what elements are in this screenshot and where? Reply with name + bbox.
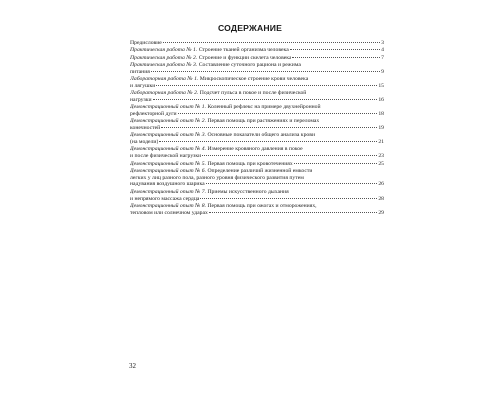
toc-entry-line bbox=[130, 97, 384, 104]
toc-entry bbox=[130, 90, 384, 104]
toc-page-number: 3 bbox=[381, 40, 384, 46]
toc-entry-text: Определение различий жизненной емкости bbox=[207, 167, 313, 174]
toc-entry-text: Строение и функции скелета человека bbox=[198, 54, 292, 61]
toc-entry-text: Строение тканей организма человека bbox=[198, 47, 289, 54]
toc-entry-text: рефлекторной дуги bbox=[130, 110, 177, 117]
toc-entry bbox=[130, 146, 384, 160]
toc-entry-text: Основные показатели общего анализа крови bbox=[207, 132, 315, 139]
toc-page-number: 23 bbox=[378, 153, 384, 160]
page-number: 32 bbox=[129, 362, 136, 370]
toc-entry-label: Лабораторная работа № 1. bbox=[130, 75, 199, 82]
toc-entry-line bbox=[130, 181, 384, 188]
toc-entry bbox=[130, 76, 384, 90]
dot-leader bbox=[156, 85, 377, 86]
toc-entry-text: питания bbox=[130, 68, 150, 75]
page-title: СОДЕРЖАНИЕ bbox=[217, 23, 283, 33]
toc-entry-label: Демонстрационный опыт № 5. bbox=[130, 160, 207, 167]
dot-leader bbox=[151, 71, 380, 72]
dot-leader bbox=[161, 127, 377, 128]
toc-entry-label: Практическая работа № 3. bbox=[130, 61, 198, 68]
toc-entry-line bbox=[130, 118, 384, 125]
toc-entry-line bbox=[130, 132, 384, 139]
toc-entry-label: Демонстрационный опыт № 8. bbox=[130, 202, 207, 209]
toc-entry bbox=[130, 40, 384, 47]
toc-entry-line bbox=[130, 139, 384, 146]
dot-leader bbox=[294, 163, 378, 164]
dot-leader bbox=[159, 141, 377, 142]
toc-page-number: 7 bbox=[381, 54, 384, 61]
toc-page-number: 21 bbox=[378, 139, 384, 146]
toc-entry bbox=[130, 47, 384, 54]
dot-leader bbox=[290, 49, 380, 50]
toc-entry bbox=[130, 203, 384, 217]
toc-entry-text: Измерение кровяного давления в покое bbox=[207, 146, 303, 153]
toc-entry bbox=[130, 104, 384, 118]
toc-entry-text: надувания воздушного шарика bbox=[130, 181, 205, 188]
dot-leader bbox=[153, 99, 378, 100]
toc-entry-text: Подсчет пульса в покое и после физической bbox=[199, 90, 307, 97]
toc-entry-label: Демонстрационный опыт № 4. bbox=[130, 146, 207, 153]
toc-entry-label: Практическая работа № 1. bbox=[130, 47, 198, 54]
toc-entry bbox=[130, 189, 384, 203]
toc-entry-text: нагрузки bbox=[130, 96, 152, 103]
toc-entry-text: и после физической нагрузки bbox=[130, 153, 202, 160]
toc-page-number: 19 bbox=[378, 125, 384, 132]
toc-entry-text: (на модели) bbox=[130, 139, 159, 146]
toc-entry-text: Составление суточного рациона и режима bbox=[198, 61, 301, 68]
dot-leader bbox=[209, 212, 377, 213]
toc-entry-text: Коленный рефлекс на примере двухнейронной bbox=[207, 104, 321, 111]
toc-entry-line bbox=[130, 189, 384, 196]
toc-entry-label: Демонстрационный опыт № 2. bbox=[130, 118, 207, 125]
toc-entry bbox=[130, 62, 384, 76]
toc-entry-line bbox=[130, 111, 384, 118]
toc-entry-label: Демонстрационный опыт № 7. bbox=[130, 188, 207, 195]
toc-entry bbox=[130, 168, 384, 188]
toc-entry-line bbox=[130, 210, 384, 217]
dot-leader bbox=[292, 57, 380, 58]
toc-entry-text: тепловом или солнечном ударах bbox=[130, 209, 208, 216]
toc-entry-line bbox=[130, 203, 384, 210]
toc-entry-text: конечностей bbox=[130, 125, 161, 132]
toc-page-number: 15 bbox=[378, 82, 384, 89]
toc-page-number: 9 bbox=[381, 68, 384, 75]
toc-entry bbox=[130, 118, 384, 132]
toc-entry-line bbox=[130, 69, 384, 76]
toc-entry-line bbox=[130, 40, 384, 47]
toc-entry-line bbox=[130, 62, 384, 69]
toc-entry-line bbox=[130, 125, 384, 132]
toc-entry-text: Первая помощь при ожогах и отморожениях, bbox=[207, 202, 317, 209]
toc-entry-text: Микроскопическое строение крови человека bbox=[199, 75, 309, 82]
toc-page-number: 26 bbox=[378, 181, 384, 188]
toc-entry-line bbox=[130, 76, 384, 83]
toc-entry-label: Лабораторная работа № 2. bbox=[130, 90, 199, 97]
toc-entry-label: Демонстрационный опыт № 1. bbox=[130, 104, 207, 111]
dot-leader bbox=[206, 183, 378, 184]
toc-entry-line bbox=[130, 153, 384, 160]
toc-entry-label: Практическая работа № 2. bbox=[130, 54, 198, 61]
toc-page-number: 16 bbox=[378, 96, 384, 103]
toc-page-number: 18 bbox=[378, 110, 384, 117]
toc-entry-text: и лягушки bbox=[130, 82, 156, 89]
dot-leader bbox=[178, 113, 378, 114]
toc-entry-line bbox=[130, 168, 384, 175]
toc-entry-line bbox=[130, 175, 384, 182]
dot-leader bbox=[200, 198, 377, 199]
toc-entry-text: и непрямого массажа сердца bbox=[130, 195, 200, 202]
toc-entry-text: Первая помощь при кровотечениях bbox=[207, 160, 293, 167]
toc-entry-text: легких у лиц разного пола, разного уровня физического развития путем bbox=[130, 174, 304, 181]
toc-entry-line bbox=[130, 55, 384, 62]
toc-entry-line bbox=[130, 90, 384, 97]
toc-entry-text: Первая помощь при растяжениях и переломах bbox=[207, 118, 320, 125]
toc-entry-line bbox=[130, 146, 384, 153]
toc-entry-text: Предисловие bbox=[130, 40, 162, 46]
toc-entry bbox=[130, 132, 384, 146]
toc-page-number: 25 bbox=[378, 160, 384, 167]
toc-entry-line bbox=[130, 83, 384, 90]
toc-entry-label: Демонстрационный опыт № 3. bbox=[130, 132, 207, 139]
toc-entry-label: Демонстрационный опыт № 6. bbox=[130, 167, 207, 174]
toc-entry bbox=[130, 161, 384, 168]
toc-entry-text: Приемы искусственного дыхания bbox=[207, 188, 289, 195]
toc-entry-line bbox=[130, 196, 384, 203]
toc-page-number: 4 bbox=[381, 47, 384, 54]
dot-leader bbox=[163, 42, 380, 43]
toc-entry bbox=[130, 55, 384, 62]
toc-entry-line bbox=[130, 161, 384, 168]
toc-page-number: 28 bbox=[378, 195, 384, 202]
table-of-contents bbox=[130, 40, 384, 216]
toc-entry-line bbox=[130, 104, 384, 111]
dot-leader bbox=[202, 155, 377, 156]
toc-page-number: 29 bbox=[378, 209, 384, 216]
toc-entry-line bbox=[130, 47, 384, 54]
